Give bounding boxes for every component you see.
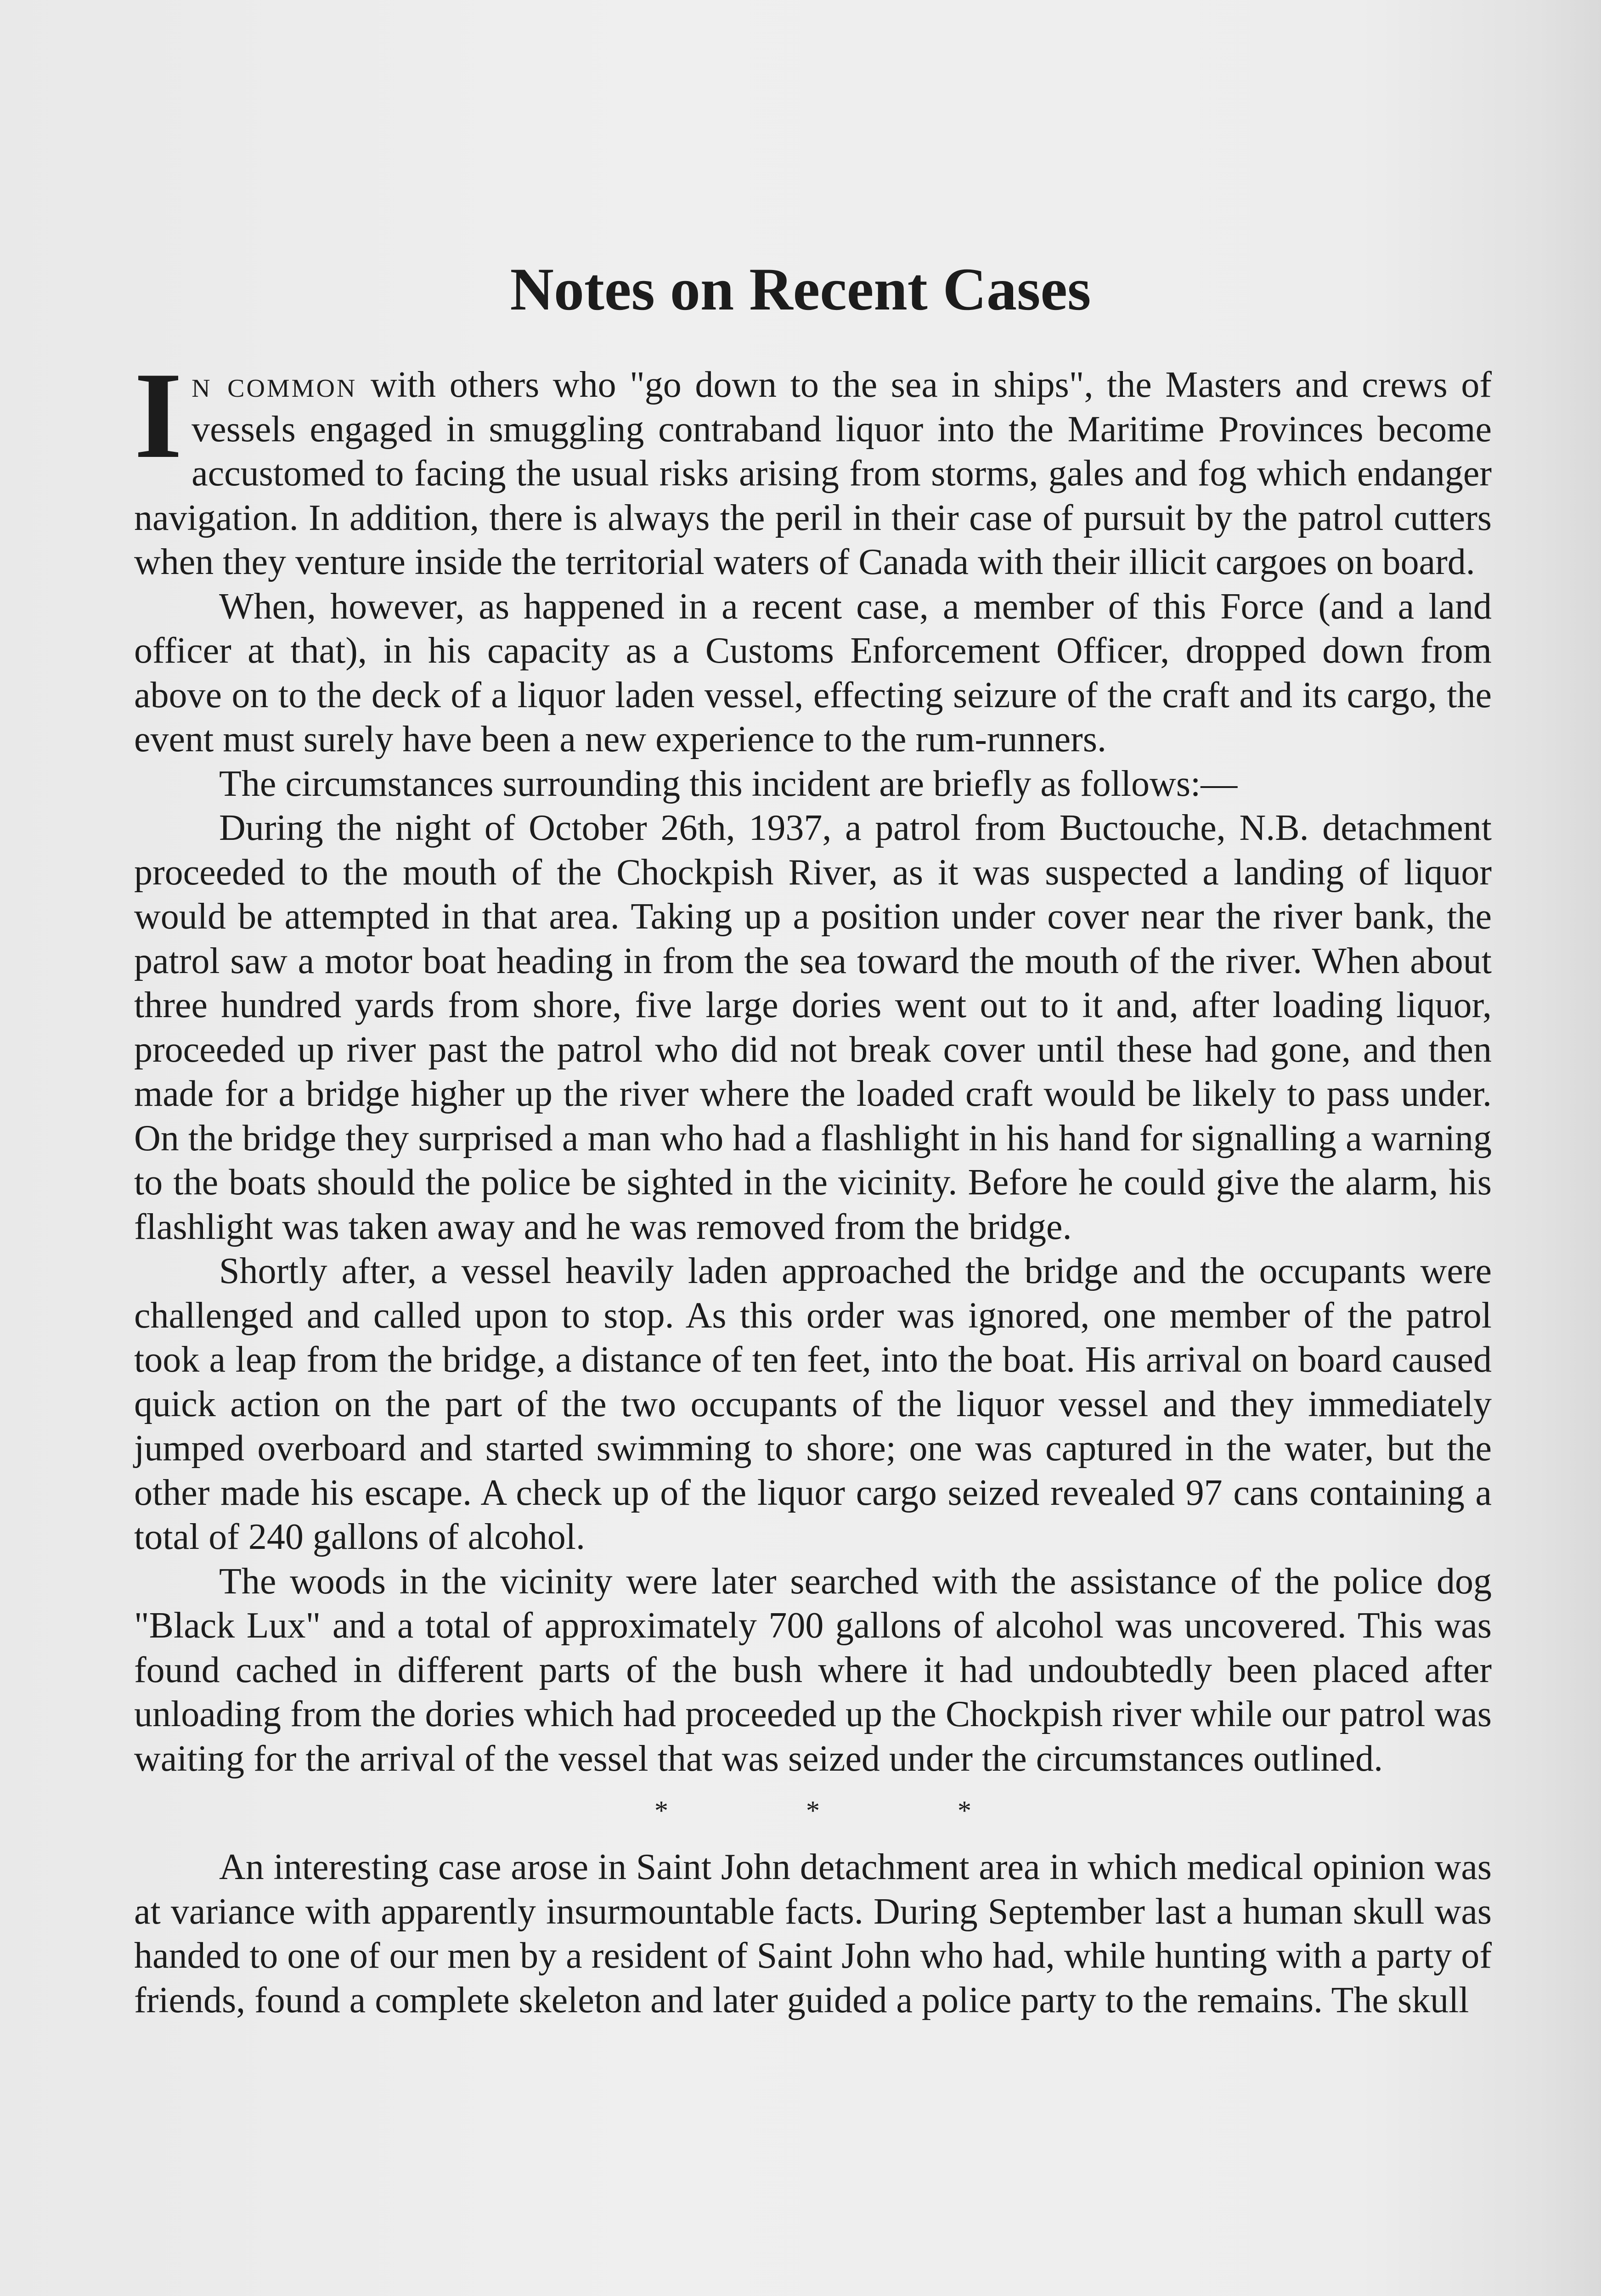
intro-small-caps: n common (192, 365, 357, 405)
drop-cap-letter: I (134, 347, 183, 484)
paragraph: When, however, as happened in a recent case, a member of this Force (and a land officer at that), in his capacity as a Customs Enforcement Officer, dropped down from above on to the deck of a liquor laden vessel, effecting seizure of the craft and its cargo, the event must surely have been a new experience to the rum-runners. (134, 586, 1492, 760)
intro-text: with others who "go down to the sea in ships", the Masters and crews of vessels engaged in smuggling contraband liquor into the Maritime Provinces become accustomed to facing the usual risks arising from storms, gales and fog which endanger navigation. In addition, there is always the peril in their case of pursuit by the patrol cutters when they venture inside the territorial waters of Canada with their illicit cargoes on board. (134, 365, 1492, 582)
paragraph: The woods in the vicinity were later searched with the assistance of the police dog "Black Lux" and a total of approximately 700 gallons of alcohol was uncovered. This was found cached in different parts of the bush where it had undoubtedly been placed after unloading from the dories which had proceeded up the Chockpish river while our patrol was waiting for the arrival of the vessel that was seized under the circumstances outlined. (134, 1561, 1492, 1779)
separator-star: * (958, 1795, 971, 1826)
section-separator (134, 1795, 1492, 1827)
article-title: Notes on Recent Cases (510, 255, 1091, 323)
paragraph: An interesting case arose in Saint John detachment area in which medical opinion was at variance with apparently insurmountable facts. During September last a human skull was handed to one of our men by a resident of Saint John who had, while hunting with a party of friends, found a complete skeleton and later guided a police party to the remains. The skull (134, 1847, 1492, 2020)
intro-paragraph (134, 347, 1492, 585)
paragraph: Shortly after, a vessel heavily laden approached the bridge and the occupants were challenged and called upon to stop. As this order was ignored, one member of the patrol took a leap from the bridge, a distance of ten feet, into the boat. His arrival on board caused quick action on the part of the two occupants of the liquor vessel and they immediately jumped overboard and started swimming to shore; one was captured in the water, but the other made his escape. A check up of the liquor cargo seized revealed 97 cans containing a total of 240 gallons of alcohol. (134, 1251, 1492, 1557)
separator-star: * (654, 1795, 668, 1826)
separator-star: * (806, 1795, 820, 1826)
paragraph: The circumstances surrounding this incident are briefly as follows:— (219, 763, 1238, 804)
paragraph: During the night of October 26th, 1937, a patrol from Buctouche, N.B. detachment proceeded to the mouth of the Chockpish River, as it was suspected a landing of liquor would be attempted in that area. Taking up a position under cover near the river bank, the patrol saw a motor boat heading in from the sea toward the mouth of the river. When about three hundred yards from shore, five large dories went out to it and, after loading liquor, proceeded up river past the patrol who did not break cover until these had gone, and then made for a bridge higher up the river where the loaded craft would be likely to pass under. On the bridge they surprised a man who had a flashlight in his hand for signalling a warning to the boats should the police be sighted in the vicinity. Before he could give the alarm, his flashlight was taken away and he was removed from the bridge. (134, 808, 1492, 1247)
article-body (134, 347, 1492, 2022)
